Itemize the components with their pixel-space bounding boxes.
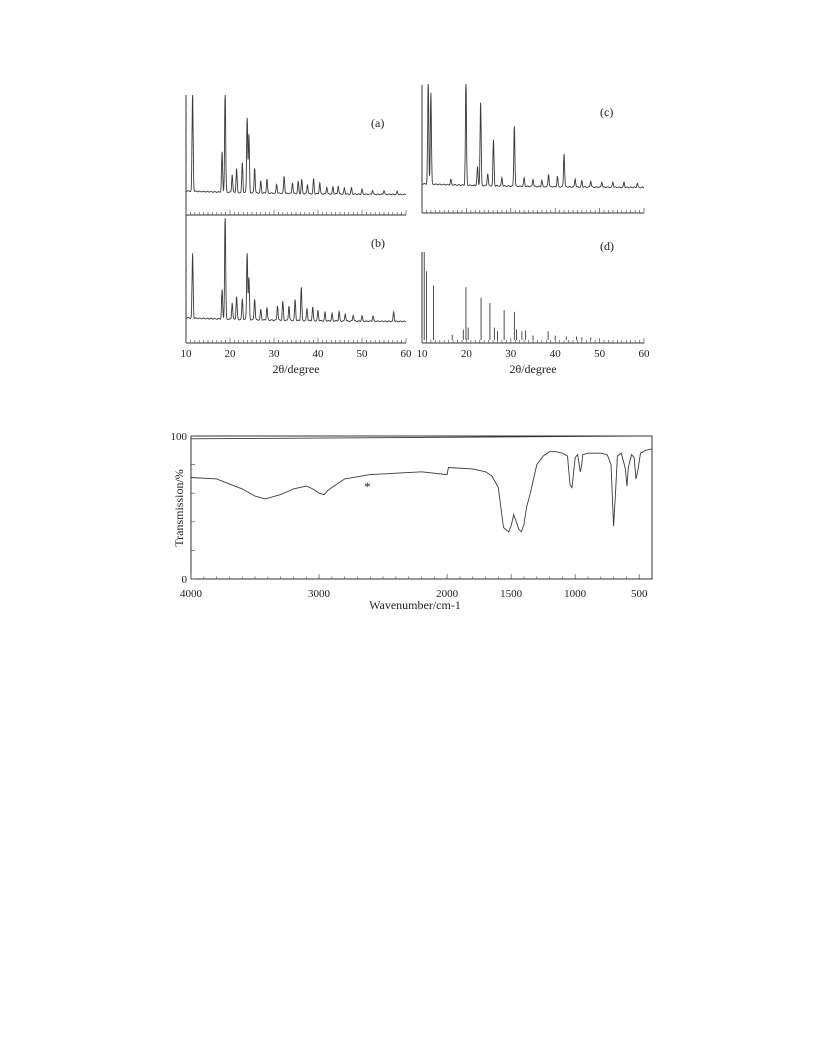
ir-x-tick-label: 1500 — [500, 588, 523, 600]
xrd-panel-b — [181, 215, 413, 376]
panel-c-label: (c) — [600, 105, 614, 119]
x-tick-label: 10 — [416, 348, 428, 360]
x-tick-label: 40 — [549, 348, 561, 360]
x-tick-label: 40 — [312, 348, 324, 360]
panel-b-label: (b) — [371, 236, 385, 250]
x-tick-label: 30 — [505, 348, 517, 360]
ir-xlabel: Wavenumber/cm-1 — [369, 598, 461, 612]
xrd-panel-d — [417, 239, 651, 376]
ir-asterisk: * — [364, 479, 371, 494]
x-tick-label: 50 — [356, 348, 368, 360]
ir-x-tick-label: 2000 — [436, 588, 459, 600]
x-tick-label: 60 — [638, 348, 650, 360]
panel-a-ticks — [186, 210, 406, 215]
xrd-panel-c — [422, 84, 644, 213]
ir-y-tick-label: 100 — [170, 431, 187, 443]
ir-x-tick-label: 500 — [630, 588, 648, 600]
x-tick-label: 20 — [460, 348, 472, 360]
xrd-panel-a — [186, 95, 406, 215]
x-tick-label: 50 — [594, 348, 606, 360]
ir-y-tick-label: 0 — [181, 574, 187, 586]
panel-a-pattern — [186, 95, 406, 195]
ir-ylabel: Transmission/% — [172, 469, 186, 547]
ir-transmission-curve — [191, 449, 652, 532]
ir-x-tick-label: 4000 — [180, 588, 202, 600]
panel-d-reference-lines — [424, 252, 590, 340]
panel-d-ticks — [417, 338, 651, 360]
xrd-left-xlabel: 2θ/degree — [272, 362, 320, 376]
panel-c-ticks — [422, 208, 644, 213]
x-tick-label: 60 — [400, 348, 412, 360]
panel-b-pattern — [186, 218, 406, 322]
panel-a-label: (a) — [371, 116, 385, 130]
xrd-right-xlabel: 2θ/degree — [509, 362, 557, 376]
x-tick-label: 30 — [268, 348, 280, 360]
panel-d-label: (d) — [600, 239, 614, 253]
panel-c-pattern — [422, 84, 644, 188]
ir-spectrum — [171, 431, 653, 612]
panel-b-ticks — [181, 338, 413, 360]
ir-x-tick-label: 1000 — [564, 588, 587, 600]
x-tick-label: 20 — [224, 348, 236, 360]
ir-x-tick-label: 3000 — [308, 588, 331, 600]
x-tick-label: 10 — [180, 348, 192, 360]
